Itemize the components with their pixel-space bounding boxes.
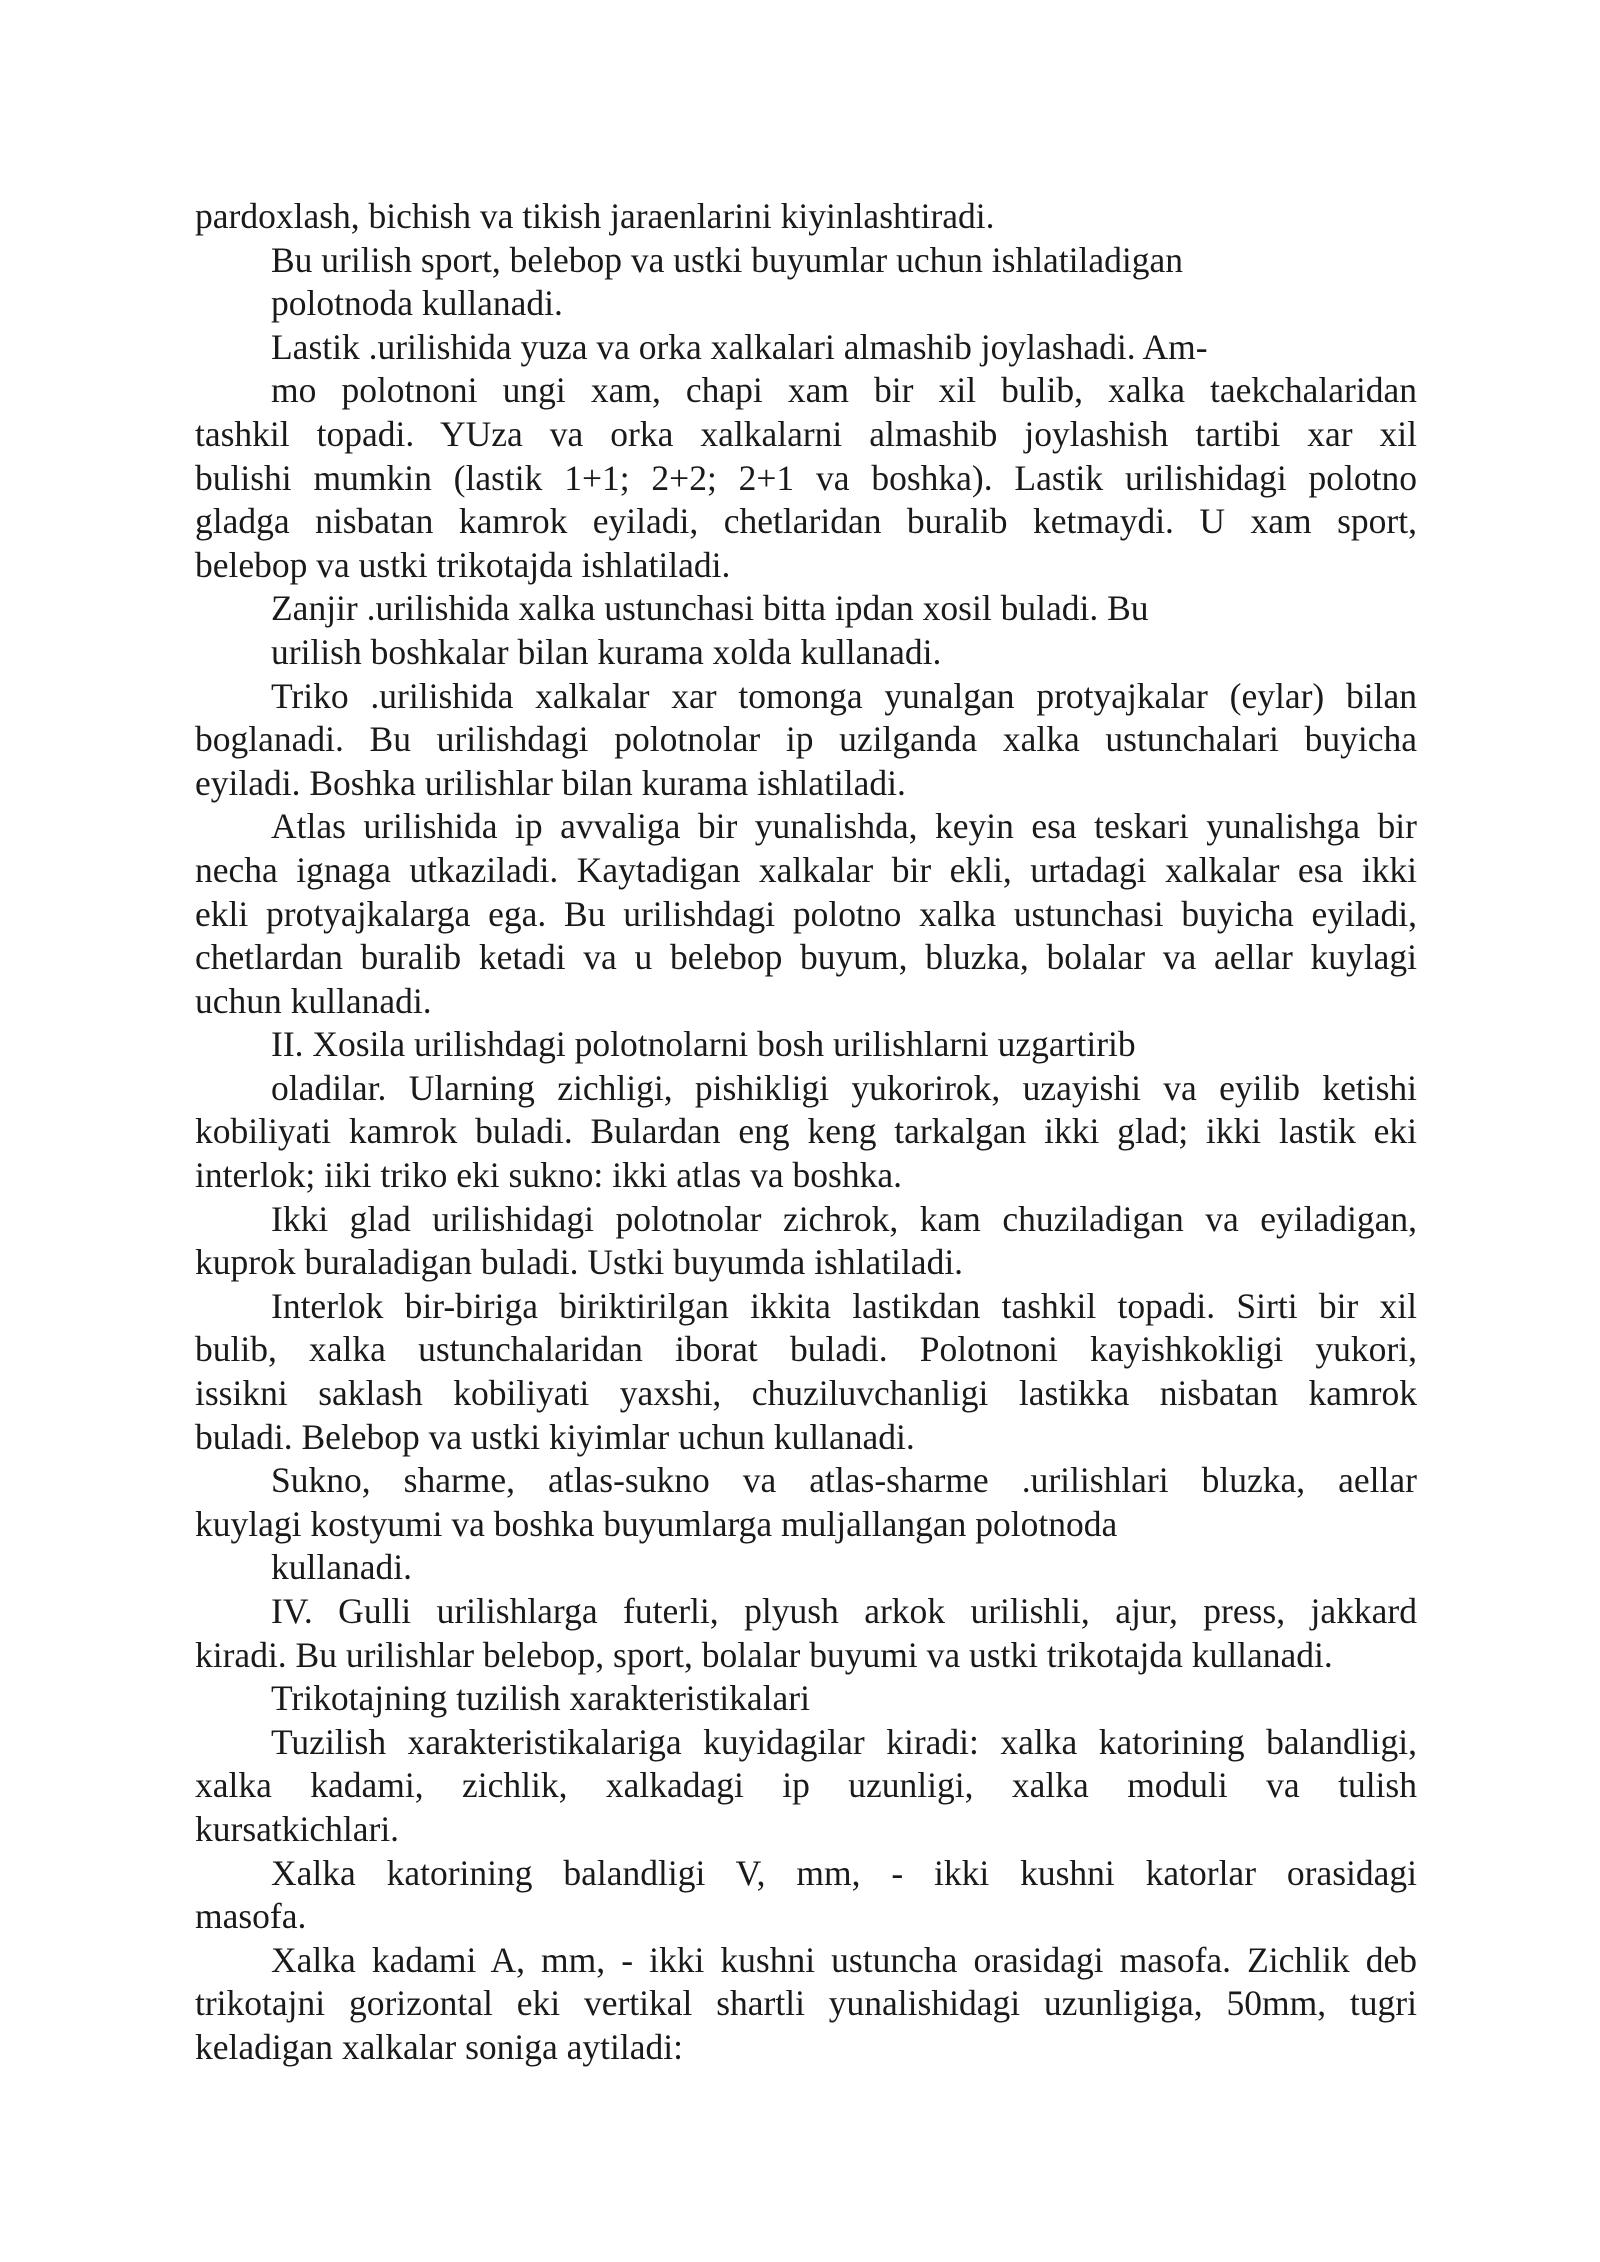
text-line: kullanadi. (271, 1547, 412, 1588)
text-line: IV. Gulli urilishlarga futerli, plyush arkok urilishli, ajur, press, jakkard (271, 1591, 1417, 1631)
text-line: Triko .urilishida xalkalar xar tomonga yunalgan protyajkalar (eylar) bilan (271, 675, 1417, 716)
text-line: eyiladi. Boshka urilishlar bilan kurama ishlatiladi. (195, 762, 906, 803)
text-line: buladi. Belebop va ustki kiyimlar uchun kullanadi. (195, 1416, 915, 1457)
text-line: xalka kadami, zichlik, xalkadagi ip uzunligi, xalka moduli va tulish (195, 1765, 1417, 1806)
text-line: necha ignaga utkaziladi. Kaytadigan xalkalar bir ekli, urtadagi xalkalar esa ikki (195, 849, 1417, 890)
text-line: Bu urilish sport, belebop va ustki buyumlar uchun ishlatiladigan (271, 239, 1184, 280)
text-line: belebop va ustki trikotajda ishlatiladi. (195, 544, 731, 585)
text-line: interlok; iiki triko eki sukno: ikki atlas va boshka. (195, 1155, 902, 1196)
text-line: Lastik .urilishida yuza va orka xalkalari almashib joylashadi. Am- (271, 326, 1208, 367)
text-line: kuprok buraladigan buladi. Ustki buyumda ishlatiladi. (195, 1242, 964, 1283)
text-line: bulib, xalka ustunchalaridan iborat buladi. Polotnoni kayishkokligi yukori, (195, 1329, 1417, 1370)
document-page (195, 195, 1417, 2070)
text-line: Tuzilish xarakteristikalariga kuyidagilar kiradi: xalka katorining balandligi, (271, 1721, 1417, 1762)
text-line: Ikki glad urilishidagi polotnolar zichrok, kam chuziladigan va eyiladigan, (271, 1198, 1417, 1239)
text-line: kiradi. Bu urilishlar belebop, sport, bolalar buyumi va ustki trikotajda kullanadi. (195, 1634, 1333, 1675)
text-line: ekli protyajkalarga ega. Bu urilishdagi polotno xalka ustunchasi buyicha eyiladi, (195, 893, 1417, 934)
text-line: kursatkichlari. (195, 1808, 400, 1849)
text-line: gladga nisbatan kamrok eyiladi, chetlaridan buralib ketmaydi. U xam sport, (195, 501, 1417, 542)
text-line: Sukno, sharme, atlas-sukno va atlas-sharme .urilishlari bluzka, aellar (271, 1460, 1417, 1501)
text-line: chetlardan buralib ketadi va u belebop buyum, bluzka, bolalar va aellar kuylagi (195, 937, 1417, 978)
text-line: bulishi mumkin (lastik 1+1; 2+2; 2+1 va boshka). Lastik urilishidagi polotno (195, 457, 1417, 498)
text-line: urilish boshkalar bilan kurama xolda kullanadi. (271, 631, 942, 672)
text-line: oladilar. Ularning zichligi, pishikligi yukorirok, uzayishi va eyilib ketishi (271, 1067, 1417, 1108)
text-line: Trikotajning tuzilish xarakteristikalari (271, 1678, 810, 1719)
text-line: boglanadi. Bu urilishdagi polotnolar ip uzilganda xalka ustunchalari buyicha (195, 719, 1417, 760)
text-line: uchun kullanadi. (195, 980, 432, 1021)
text-line: Interlok bir-biriga biriktirilgan ikkita lastikdan tashkil topadi. Sirti bir xil (271, 1285, 1417, 1326)
text-line: tashkil topadi. YUza va orka xalkalarni almashib joylashish tartibi xar xil (195, 413, 1417, 454)
text-line: kobiliyati kamrok buladi. Bulardan eng keng tarkalgan ikki glad; ikki lastik eki (195, 1111, 1417, 1152)
text-line: pardoxlash, bichish va tikish jaraenlarini kiyinlashtiradi. (195, 196, 995, 236)
text-line: II. Xosila urilishdagi polotnolarni bosh urilishlarni uzgartirib (271, 1024, 1136, 1065)
text-line: Atlas urilishida ip avvaliga bir yunalishda, keyin esa teskari yunalishga bir (271, 806, 1417, 847)
text-line: masofa. (195, 1896, 307, 1937)
text-line: Xalka kadami A, mm, - ikki kushni ustuncha orasidagi masofa. Zichlik deb (271, 1939, 1417, 1980)
text-line: polotnoda kullanadi. (271, 283, 563, 324)
text-line: trikotajni gorizontal eki vertikal shartli yunalishidagi uzunligiga, 50mm, tugri (195, 1983, 1417, 2024)
text-line: issikni saklash kobiliyati yaxshi, chuziluvchanligi lastikka nisbatan kamrok (195, 1373, 1417, 1414)
text-line: kuylagi kostyumi va boshka buyumlarga muljallangan polotnoda (195, 1503, 1118, 1544)
text-line: mo polotnoni ungi xam, chapi xam bir xil bulib, xalka taekchalaridan (271, 370, 1417, 411)
text-line: Zanjir .urilishida xalka ustunchasi bitta ipdan xosil buladi. Bu (271, 588, 1149, 629)
text-line: keladigan xalkalar soniga aytiladi: (195, 2026, 683, 2067)
text-line: Xalka katorining balandligi V, mm, - ikki kushni katorlar orasidagi (271, 1852, 1417, 1893)
